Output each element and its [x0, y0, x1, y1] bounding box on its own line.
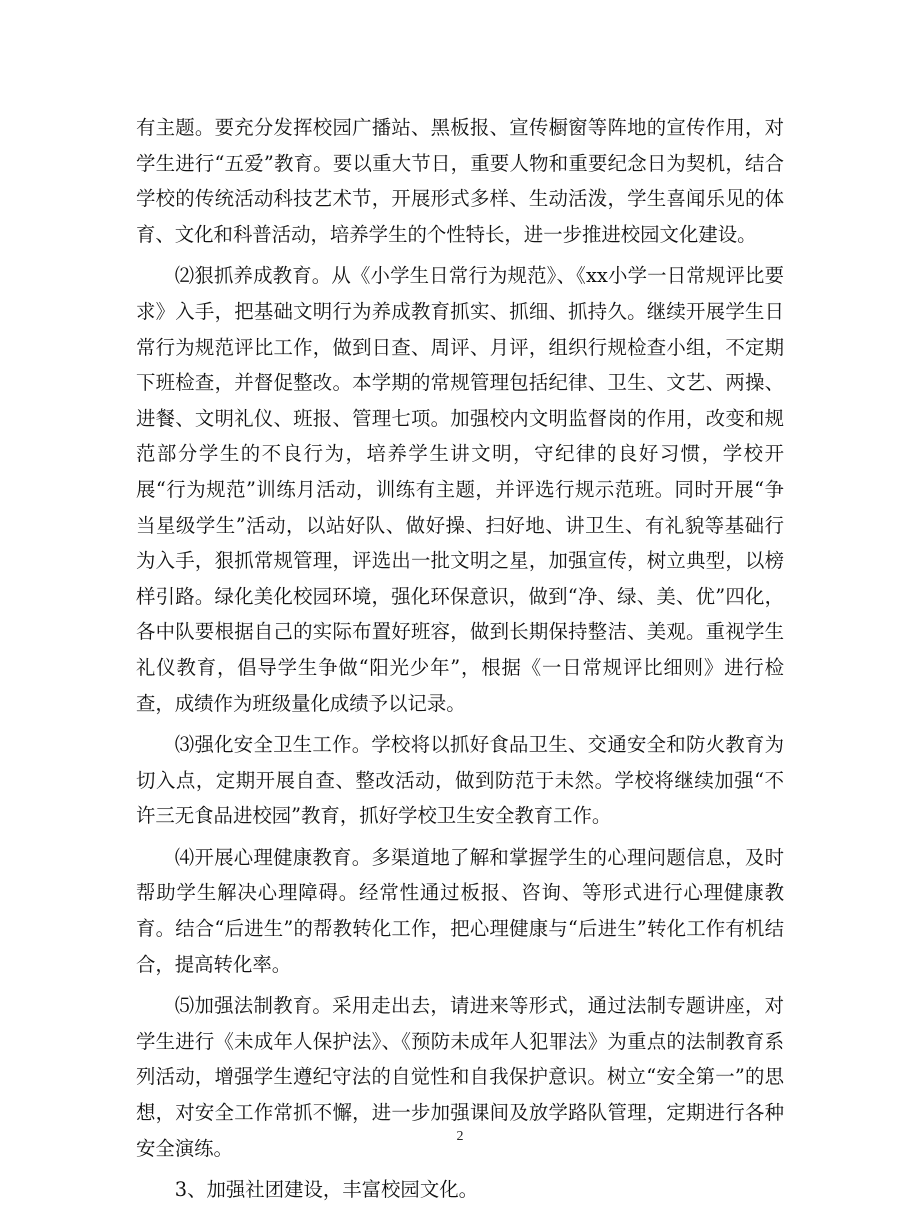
paragraph-safety-hygiene: ⑶强化安全卫生工作。学校将以抓好食品卫生、交通安全和防火教育为切入点，定期开展自查、整改活动，做到防范于未然。学校将继续加强“不许三无食品进校园”教育，抓好学校卫生安全教育工作。	[136, 733, 784, 828]
paragraph-continuation: 有主题。要充分发挥校园广播站、黑板报、宣传橱窗等阵地的宣传作用，对学生进行“五爱”教育。要以重大节日，重要人物和重要纪念日为契机，结合学校的传统活动科技艺术节，开展形式多样、生动活泼，学生喜闻乐见的体育、文化和科普活动，培养学生的个性特长，进一步推进校园文化建设。	[136, 116, 784, 246]
document-body	[136, 110, 784, 1210]
paragraph-habit-education: ⑵狠抓养成教育。从《小学生日常行为规范》、《xx小学一日常规评比要求》入手，把基础文明行为养成教育抓实、抓细、抓持久。继续开展学生日常行为规范评比工作，做到日查、周评、月评，组织行规检查小组，不定期下班检查，并督促整改。本学期的常规管理包括纪律、卫生、文艺、两操、进餐、文明礼仪、班报、管理七项。加强校内文明监督岗的作用，改变和规范部分学生的不良行为，培养学生讲文明，守纪律的良好习惯，学校开展“行为规范”训练月活动，训练有主题，并评选行规示范班。同时开展“争当星级学生”活动，以站好队、做好操、扫好地、讲卫生、有礼貌等基础行为入手，狠抓常规管理，评选出一批文明之星，加强宣传，树立典型，以榜样引路。绿化美化校园环境，强化环保意识，做到“净、绿、美、优”四化，各中队要根据自己的实际布置好班容，做到长期保持整洁、美观。重视学生礼仪教育，倡导学生争做“阳光少年”，根据《一日常规评比细则》进行检查，成绩作为班级量化成绩予以记录。	[136, 264, 784, 715]
paragraph-legal-education: ⑸加强法制教育。采用走出去，请进来等形式，通过法制专题讲座，对学生进行《未成年人保护法》、《预防未成年人犯罪法》为重点的法制教育系列活动，增强学生遵纪守法的自觉性和自我保护意识。树立“安全第一”的思想，对安全工作常抓不懈，进一步加强课间及放学路队管理，定期进行各种安全演练。	[136, 994, 784, 1160]
section-heading-clubs: 3、加强社团建设，丰富校园文化。	[174, 1178, 478, 1202]
page-number: 2	[456, 1129, 464, 1144]
paragraph-mental-health: ⑷开展心理健康教育。多渠道地了解和掌握学生的心理问题信息，及时帮助学生解决心理障碍。经常性通过板报、咨询、等形式进行心理健康教育。结合“后进生”的帮教转化工作，把心理健康与“后进生”转化工作有机结合，提高转化率。	[136, 845, 784, 976]
